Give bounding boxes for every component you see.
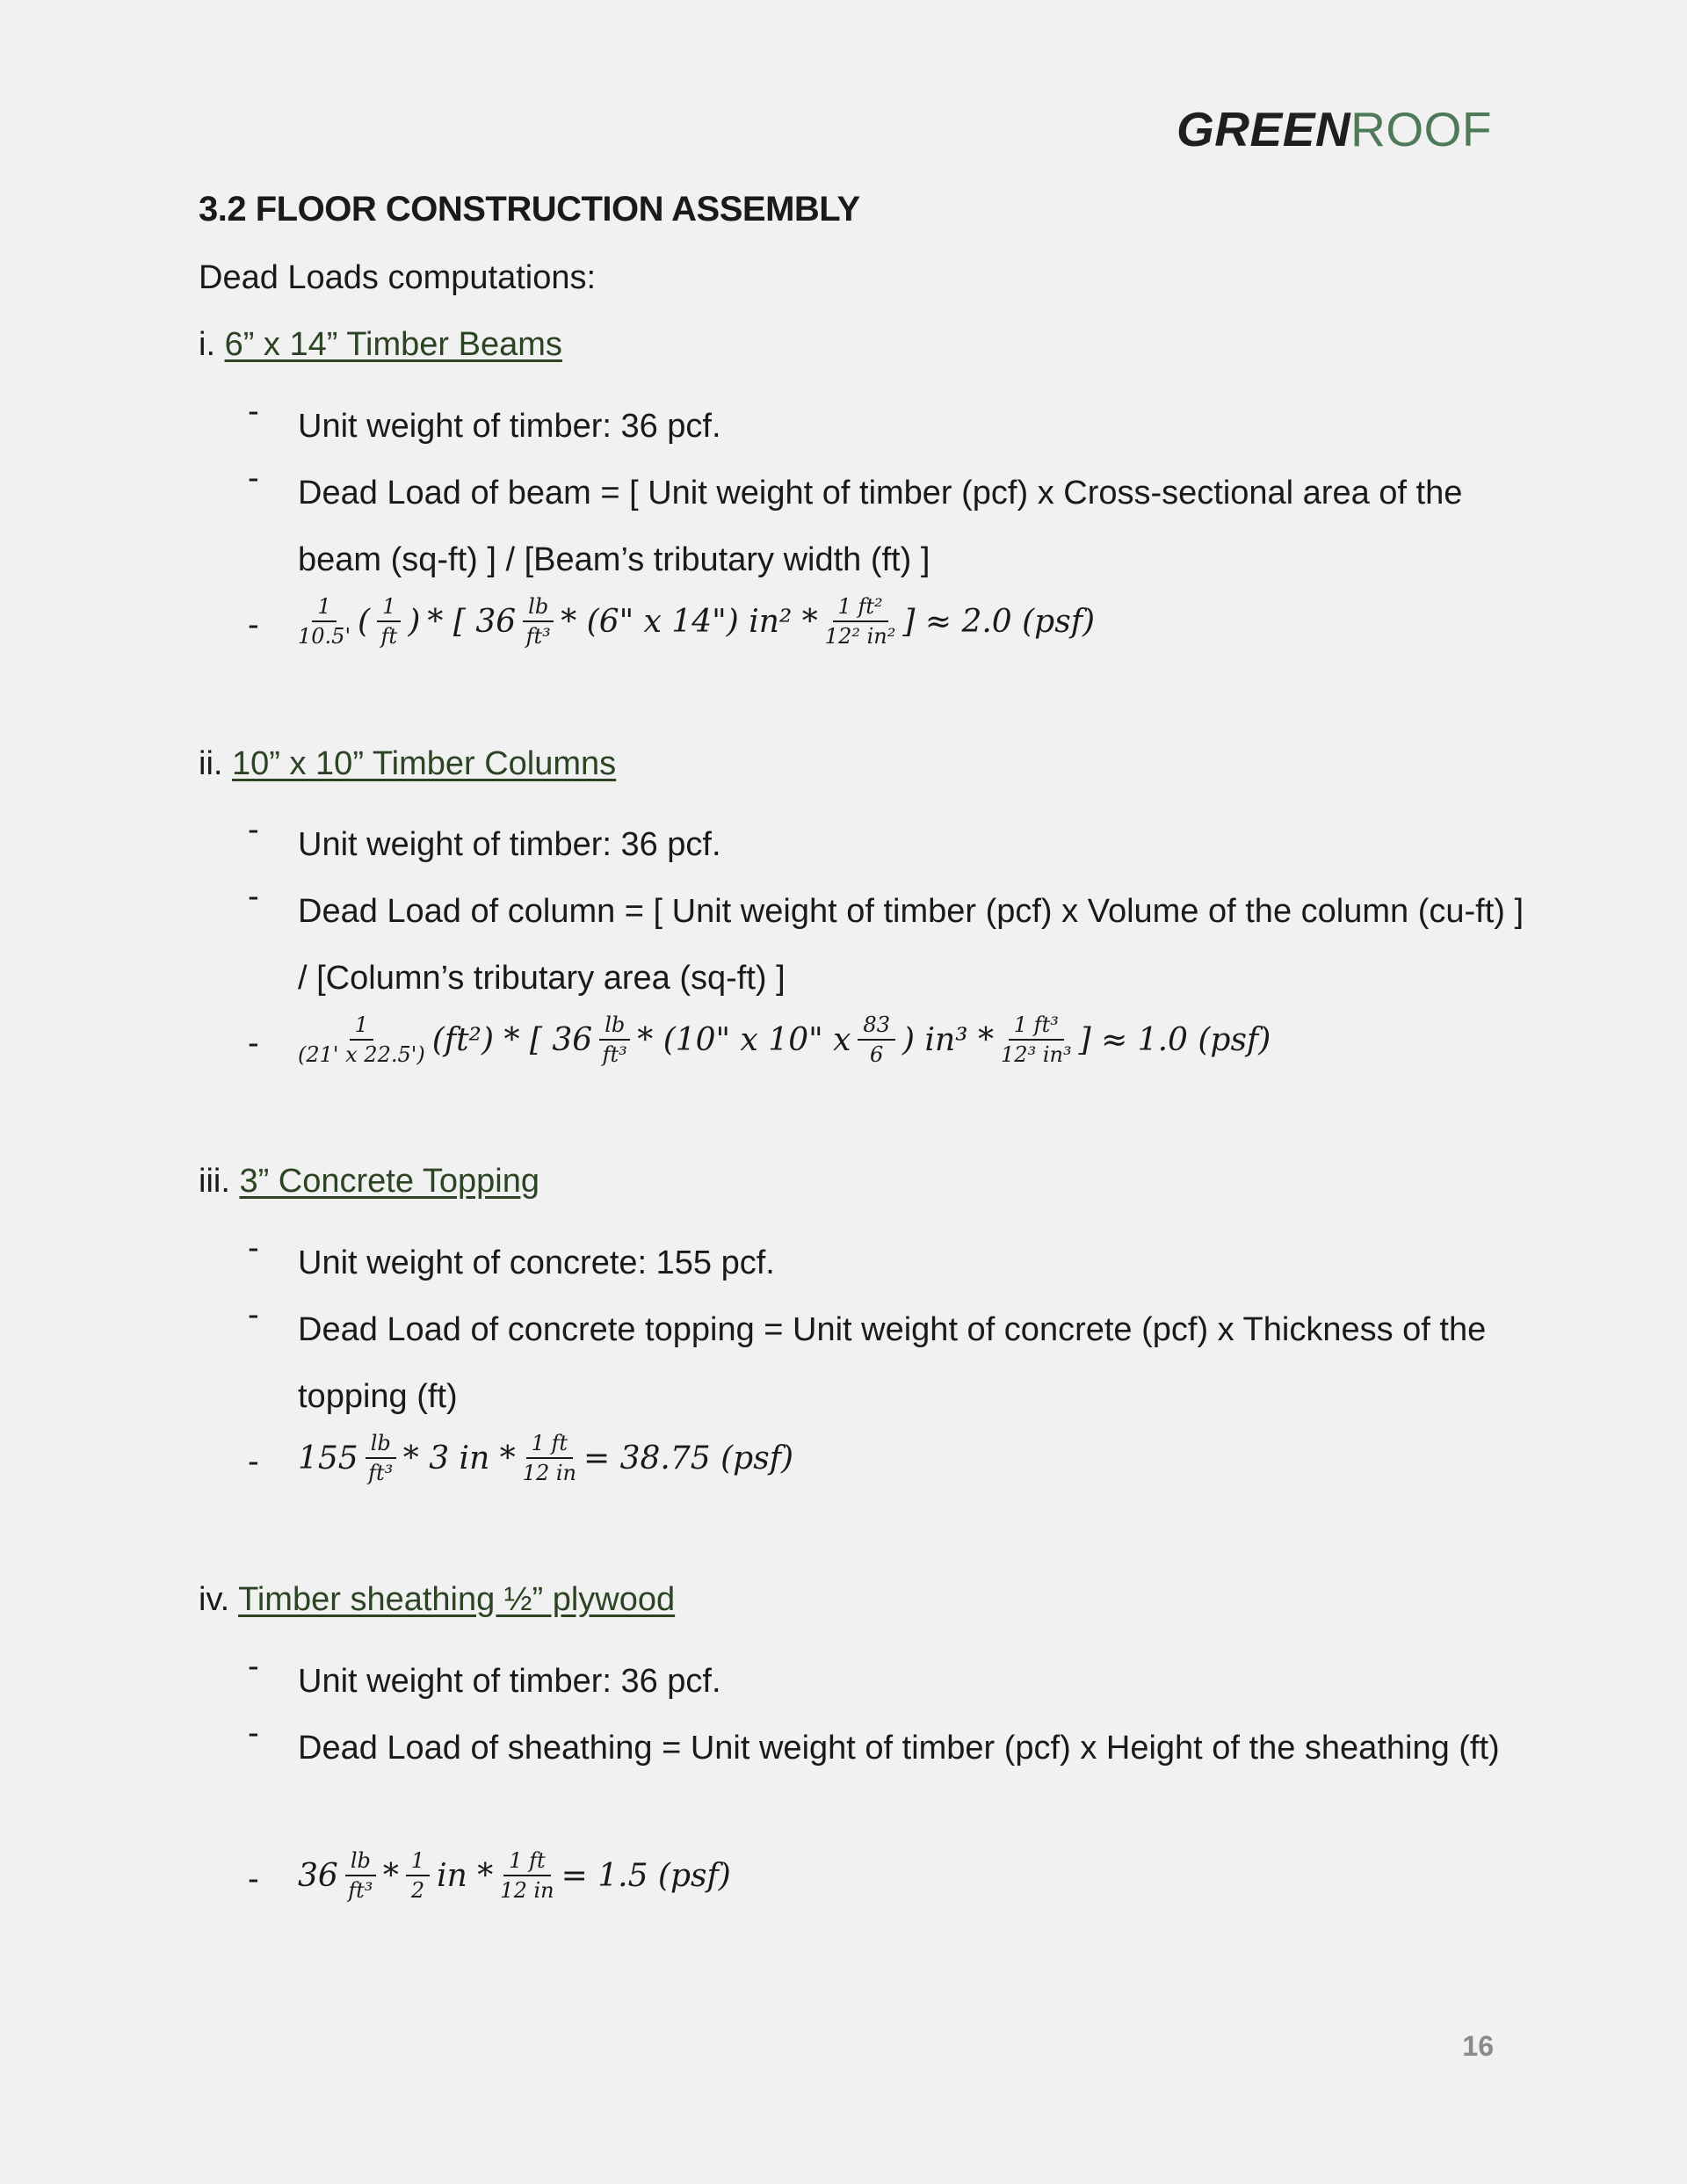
dash: - <box>248 1025 259 1062</box>
fraction: $\frac{1}{(21' x 22.5')}$ <box>298 1012 425 1067</box>
dead-load-text: Dead Load of concrete topping = Unit weight of concrete (pcf) x Thickness of the topping (ft) <box>298 1311 1487 1415</box>
fraction: $\frac{lb}{\text{ft³}}$ <box>366 1431 396 1485</box>
dead-load-text: Dead Load of beam = [ Unit weight of timber (pcf) x Cross-sectional area of the beam (sq-ft) ] / [Beam’s tributary width (ft) ] <box>298 475 1463 578</box>
dead-load-text: Dead Load of sheathing = Unit weight of timber (pcf) x Height of the sheathing (ft) <box>298 1730 1500 1767</box>
intro-text: Dead Loads computations: <box>199 259 597 296</box>
formula-term: * (10" x 10" x <box>637 1021 851 1058</box>
dash: - <box>248 606 259 643</box>
formula-term: * [ 36 <box>427 603 517 640</box>
dead-load-text: Dead Load of column = [ Unit weight of timber (pcf) x Volume of the column (cu-ft) ] / [Column’s tributary area (sq-ft) ] <box>298 893 1524 997</box>
section-heading-beams <box>199 326 562 364</box>
section-prefix: iv. <box>199 1581 230 1618</box>
section-heading-concrete <box>199 1163 539 1201</box>
formula-equation <box>298 1431 793 1485</box>
formula-term: ) in³ * <box>901 1021 995 1058</box>
unit-weight-text: Unit weight of timber: 36 pcf. <box>298 826 721 863</box>
formula-term: * (6" x 14") in² * <box>561 603 818 640</box>
formula-result: = 1.5 (psf) <box>561 1857 731 1894</box>
section-prefix: iii. <box>199 1163 230 1200</box>
formula-equation: $\frac{1}{10.5'}$ ( $\frac{1}{ft}$ ) * [ 36 $\frac{lb}{\text{ft³}}$ * (6" x 14") in² * $\frac{\text{1 ft²}}{\text{12² in²}}$ ] ≈ 2.0 (psf) <box>298 594 1096 649</box>
formula-term: * 3 in * <box>402 1440 516 1477</box>
fraction: $\frac{83}{6}$ <box>858 1012 895 1067</box>
formula-result: = 38.75 (psf) <box>583 1440 794 1477</box>
section-link-beams[interactable]: 6” x 14” Timber Beams <box>224 326 562 363</box>
dash: - <box>248 1230 259 1266</box>
formula-term: 155 <box>298 1440 358 1477</box>
formula-equation <box>298 1848 731 1903</box>
page-title: 3.2 FLOOR CONSTRUCTION ASSEMBLY <box>199 190 860 229</box>
section-prefix: ii. <box>199 745 223 782</box>
greenroof-logo <box>1176 98 1492 160</box>
fraction: $\frac{lb}{\text{ft³}}$ <box>599 1012 630 1067</box>
fraction: $\frac{1 ft}{12 in}$ <box>500 1848 554 1903</box>
fraction: $\frac{lb}{\text{ft³}}$ <box>523 594 554 649</box>
section-link-sheathing[interactable]: Timber sheathing ½” plywood <box>238 1581 676 1618</box>
dash: - <box>248 460 259 497</box>
formula-term: in * <box>437 1857 494 1894</box>
fraction: $\frac{1}{ft}$ <box>377 594 401 649</box>
fraction: $\frac{lb}{\text{ft³}}$ <box>345 1848 376 1903</box>
formula-equation <box>298 1012 1271 1067</box>
fraction: $\frac{1 ft}{12 in}$ <box>522 1431 577 1485</box>
dash: - <box>248 1648 259 1685</box>
dash: - <box>248 811 259 848</box>
dash: - <box>248 1296 259 1333</box>
dash: - <box>248 393 259 430</box>
formula-term: (ft²) * [ 36 <box>431 1021 593 1058</box>
page-number: 16 <box>1462 2030 1494 2062</box>
formula-result: ] ≈ 2.0 (psf) <box>902 603 1096 640</box>
fraction: $\frac{1}{2}$ <box>406 1848 430 1903</box>
unit-weight-text: Unit weight of timber: 36 pcf. <box>298 1663 721 1700</box>
formula-term: 36 <box>298 1857 338 1894</box>
fraction: $\frac{1}{10.5'}$ <box>298 594 351 649</box>
formula-term: * <box>382 1857 399 1894</box>
formula-result: ] ≈ 1.0 (psf) <box>1078 1021 1271 1058</box>
section-link-concrete[interactable]: 3” Concrete Topping <box>239 1163 539 1200</box>
fraction: $\frac{\text{1 ft³}}{\text{12³ in³}}$ <box>1001 1012 1072 1067</box>
dash: - <box>248 878 259 915</box>
unit-weight-text: Unit weight of timber: 36 pcf. <box>298 408 721 445</box>
section-link-columns[interactable]: 10” x 10” Timber Columns <box>232 745 617 782</box>
section-heading-columns <box>199 745 616 783</box>
logo-bold-text: GREEN <box>1177 102 1351 156</box>
dash: - <box>248 1861 259 1897</box>
logo-light-text: ROOF <box>1350 102 1492 156</box>
dash: - <box>248 1715 259 1752</box>
fraction: $\frac{\text{1 ft²}}{\text{12² in²}}$ <box>824 594 896 649</box>
dash: - <box>248 1443 259 1480</box>
section-prefix: i. <box>199 326 215 363</box>
section-heading-sheathing <box>199 1581 675 1619</box>
unit-weight-text: Unit weight of concrete: 155 pcf. <box>298 1244 775 1281</box>
